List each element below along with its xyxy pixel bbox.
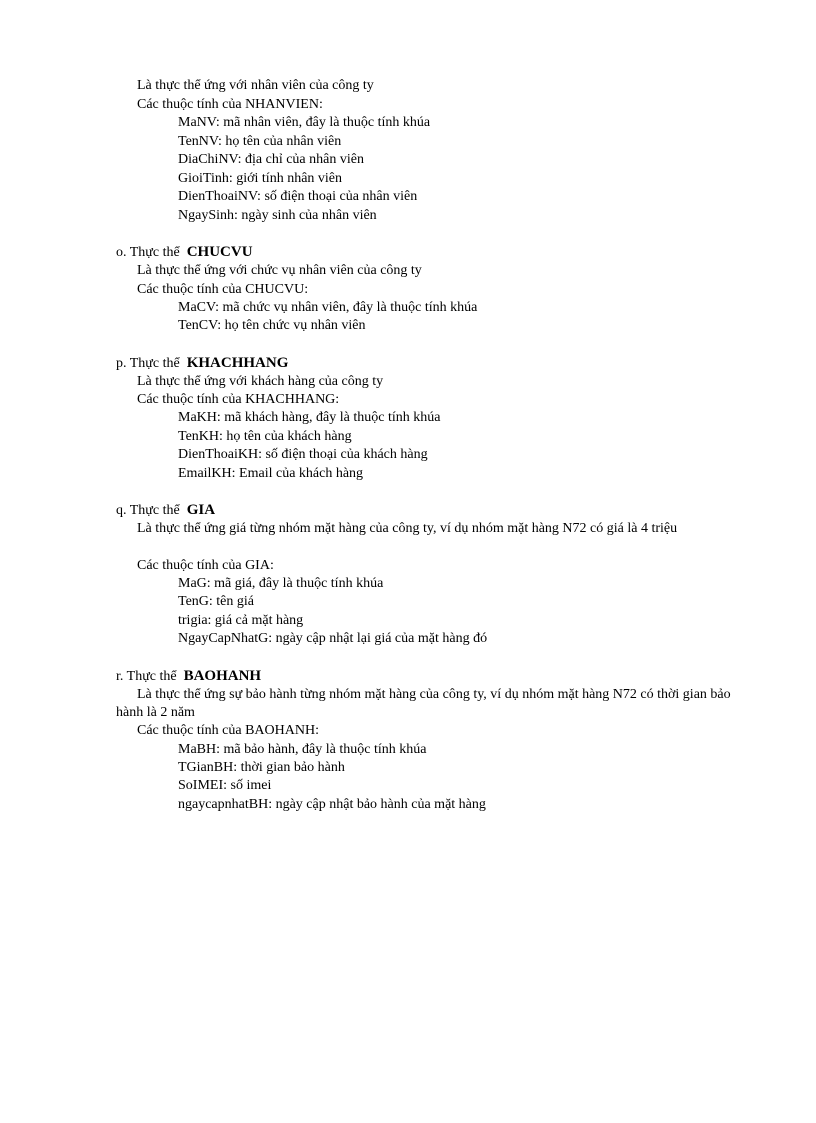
attribute-line: TenKH: họ tên của khách hàng (178, 429, 352, 444)
attribute-line: MaNV: mã nhân viên, đây là thuộc tính khúa (178, 115, 431, 130)
attribute-line: DiaChiNV: địa chỉ của nhân viên (178, 152, 364, 167)
entity-name: CHUCVU (186, 244, 253, 260)
attribute-line: TenG: tên giá (178, 594, 254, 609)
attribute-line: TenCV: họ tên chức vụ nhân viên (178, 318, 366, 333)
attribute-line: SoIMEI: số imei (178, 778, 272, 793)
section-prefix: o. Thực thể (116, 245, 180, 260)
attribute-line: NgayCapNhatG: ngày cập nhật lại giá của mặt hàng đó (178, 631, 488, 646)
entity-name: GIA (186, 502, 216, 518)
section-heading-baohanh (116, 667, 261, 686)
section-heading-khachhang (116, 354, 288, 373)
section-prefix: p. Thực thể (116, 356, 180, 371)
attribute-line: DienThoaiNV: số điện thoại của nhân viên (178, 189, 418, 204)
attribute-line: MaKH: mã khách hàng, đây là thuộc tính khúa (178, 410, 441, 425)
attribute-line: trigia: giá cả mặt hàng (178, 613, 304, 628)
entity-description: Là thực thể ứng với chức vụ nhân viên của công ty (137, 263, 422, 278)
section-prefix: q. Thực thể (116, 503, 180, 518)
entity-description: Là thực thể ứng sự bảo hành từng nhóm mặt hàng của công ty, ví dụ nhóm mặt hàng N72 có thời gian bảo hành là 2 năm (116, 687, 731, 720)
attribute-line: NgaySinh: ngày sinh của nhân viên (178, 208, 377, 223)
attribute-line: MaBH: mã bảo hành, đây là thuộc tính khúa (178, 742, 427, 757)
entity-description: Là thực thể ứng với nhân viên của công ty (137, 78, 374, 93)
attribute-line: EmailKH: Email của khách hàng (178, 466, 364, 481)
entity-name: BAOHANH (183, 668, 262, 684)
entity-description: Là thực thể ứng với khách hàng của công ty (137, 374, 384, 389)
attributes-title: Các thuộc tính của CHUCVU: (137, 282, 309, 297)
attribute-line: MaCV: mã chức vụ nhân viên, đây là thuộc tính khúa (178, 300, 478, 315)
section-heading-chucvu (116, 243, 253, 262)
attributes-title: Các thuộc tính của BAOHANH: (137, 723, 319, 738)
section-prefix: r. Thực thể (116, 669, 177, 684)
attribute-line: DienThoaiKH: số điện thoại của khách hàng (178, 447, 428, 462)
section-heading-gia (116, 501, 215, 520)
entity-name: KHACHHANG (186, 355, 289, 371)
attributes-title: Các thuộc tính của NHANVIEN: (137, 97, 323, 112)
attributes-title: Các thuộc tính của KHACHHANG: (137, 392, 340, 407)
attribute-line: GioiTinh: giới tính nhân viên (178, 171, 343, 186)
attributes-title: Các thuộc tính của GIA: (137, 558, 274, 573)
attribute-line: TenNV: họ tên của nhân viên (178, 134, 342, 149)
entity-description: Là thực thể ứng giá từng nhóm mặt hàng của công ty, ví dụ nhóm mặt hàng N72 có giá là 4 triệu (137, 521, 678, 536)
attribute-line: ngaycapnhatBH: ngày cập nhật bảo hành của mặt hàng (178, 797, 486, 812)
attribute-line: MaG: mã giá, đây là thuộc tính khúa (178, 576, 384, 591)
attribute-line: TGianBH: thời gian bảo hành (178, 760, 345, 775)
